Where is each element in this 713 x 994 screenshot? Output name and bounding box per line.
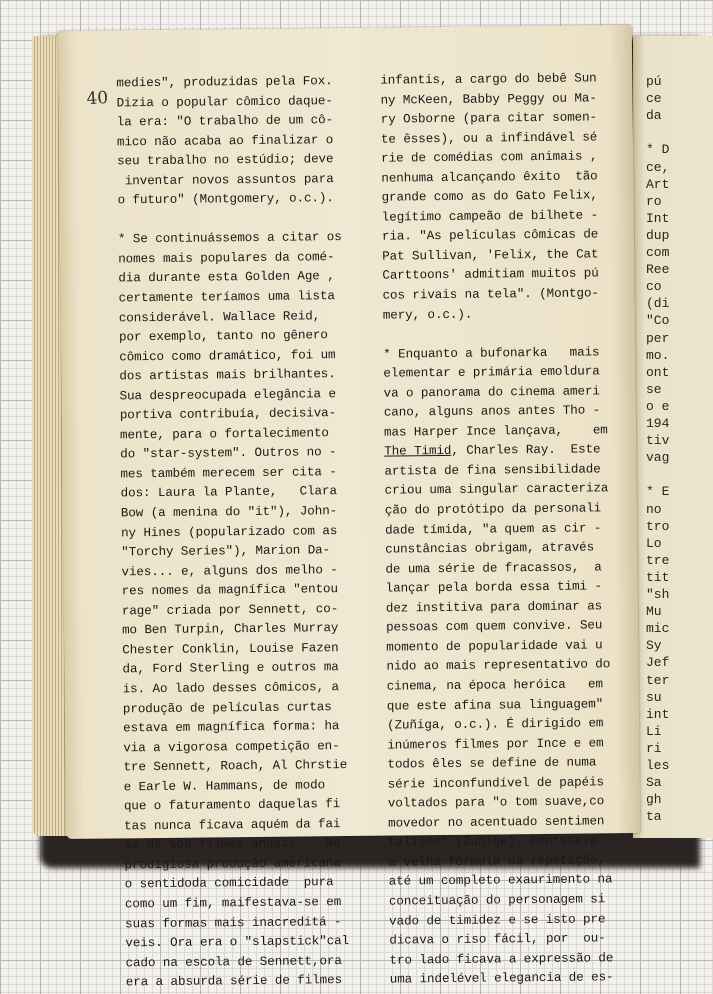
right-page-fragment: per	[646, 330, 670, 346]
text-line: pessoas com quem convive. Seu	[385, 618, 603, 635]
text-line	[383, 323, 607, 345]
right-page-fragment: Ree	[646, 262, 670, 278]
right-page-fragment: tro	[646, 518, 670, 534]
text-line: tro lado ficava a expressão de	[389, 950, 614, 968]
text-line: res nomes da magnífica "entou	[121, 582, 339, 599]
text-line: talismo" (Zuñiga). Empregava	[388, 833, 598, 850]
text-line: Chester Conklin, Louise Fazen	[122, 640, 339, 658]
text-line: * Se continuássemos a citar os	[117, 230, 342, 247]
right-page-fragment: * D	[646, 142, 670, 158]
text-line: infantis, a cargo do bebê Sun	[380, 71, 597, 88]
text-line: mes também merecem ser cita -	[120, 465, 337, 482]
text-line: Pat Sullivan, 'Felix, the Cat	[382, 247, 599, 264]
text-line: nido ao mais representativo do	[386, 657, 611, 675]
text-line: mico não acaba ao finalizar o	[116, 132, 334, 150]
text-line: dicava o riso fácil, por ou-	[389, 931, 606, 948]
right-page-fragment: pú	[646, 74, 662, 89]
right-page-fragment: se	[646, 381, 662, 397]
text-line: nenhuma alcançando êxito tão	[381, 169, 598, 186]
text-line: a velha fórmula da repetição,	[388, 853, 605, 870]
text-line: portiva contribuía, decisiva-	[119, 406, 337, 423]
text-line: que este afina sua linguagem"	[386, 696, 604, 714]
text-line: certamente teríamos uma lista	[118, 289, 335, 306]
text-line: inventar novos assuntos para	[117, 171, 334, 189]
text-line: todos êles se define de numa	[387, 755, 597, 772]
text-line: via a vigorosa competição en-	[123, 738, 340, 755]
right-page-fragment: Lo	[646, 535, 662, 551]
text-line: The Timid, Charles Ray. Este	[384, 442, 601, 460]
text-line: Bow (a menina do "it"), John-	[120, 504, 338, 521]
left-column	[116, 72, 349, 993]
text-line: por exemplo, tanto no gênero	[118, 328, 328, 345]
text-line: lançar pela borda essa timi -	[385, 579, 602, 596]
right-page-fragment: gh	[646, 792, 662, 808]
right-page-fragment: ri	[646, 740, 662, 756]
right-page-fragment: les	[646, 758, 670, 773]
text-line: momento de popularidade vai u	[386, 638, 603, 655]
text-line: ção do protótipo da personali	[384, 501, 602, 518]
text-line: como um fim, maifestava-se em	[124, 895, 342, 912]
text-line: (Zuñiga, o.c.). É dirigido em	[387, 716, 604, 733]
right-page-fragment: "Co	[646, 313, 670, 329]
text-line: va o panorama do cinema ameri	[383, 384, 600, 401]
text-line: cunstâncias obrigam, através	[385, 540, 595, 557]
right-page-fragment: mic	[646, 621, 670, 637]
text-line: o sentidoda comicidade pura	[124, 875, 334, 892]
text-line: is. Ao lado desses cômicos, a	[122, 680, 340, 697]
text-line: dez institiva para dominar as	[385, 599, 603, 616]
text-line: dos artistas mais brilhantes.	[119, 367, 336, 384]
right-page-fragment: Int	[646, 210, 670, 226]
text-line: Dizia o popular cômico daque-	[116, 93, 333, 110]
right-page-fragment: o e	[646, 398, 670, 414]
text-line: considerável. Wallace Reid,	[118, 308, 321, 325]
right-page	[633, 36, 713, 859]
text-line: suas formas mais inacreditá -	[125, 914, 342, 931]
text-line: mery, o.c.).	[382, 307, 473, 323]
text-line: tas nunca ficava aquém da fai	[124, 816, 341, 834]
text-line: tre Sennett, Roach, Al Chrstie	[123, 758, 348, 775]
text-line: veis. Ora era o "slapstick"cal	[125, 934, 350, 951]
text-line: legítimo campeão de bilhete -	[381, 208, 599, 225]
text-line: * Enquanto a bufonarka mais	[383, 345, 600, 362]
right-page-fragment: tit	[646, 569, 670, 585]
text-line: cos rivais na tela". (Montgo-	[382, 286, 599, 303]
text-line: ry Osborne (para citar somen-	[380, 110, 598, 127]
text-line: e Earle W. Hammans, de modo	[123, 777, 326, 795]
text-line: te êsses), ou a infindável sé	[380, 130, 598, 147]
right-page-fragment: ter	[646, 672, 670, 688]
text-line: do "star-system". Outros no -	[120, 445, 337, 462]
text-line: seu trabalho no estúdio; deve	[117, 152, 334, 169]
right-page-fragment: mo.	[646, 347, 670, 363]
right-page-fragment: Li	[646, 723, 662, 739]
right-page-fragment: co	[646, 279, 662, 295]
text-line: movedor no acentuado sentimen	[388, 814, 605, 831]
document-page	[58, 25, 640, 990]
text-line: rie de comédias com animais ,	[381, 149, 598, 166]
text-line: medies", produzidas pela Fox.	[116, 74, 333, 91]
right-page-fragment: su	[646, 689, 662, 705]
text-line: ny McKeen, Babby Peggy ou Ma-	[380, 90, 597, 108]
right-page-fragment: ro	[646, 193, 662, 209]
right-page-fragment: int	[646, 706, 670, 722]
text-line: nomes mais populares da comé-	[118, 250, 335, 267]
text-line: elementar e primária emoldura	[383, 364, 600, 381]
text-line: Sua despreocupada elegância e	[119, 386, 336, 404]
right-page-fragment: (di	[646, 296, 670, 312]
text-line: "Torchy Series"), Marion Da-	[121, 543, 331, 560]
text-line: Carttoons' admitiam muitos pú	[382, 266, 599, 284]
text-line: estava em magnífica forma: ha	[123, 719, 340, 736]
text-line: cômico como dramático, foi um	[119, 347, 336, 365]
right-page-fragment: ce	[646, 91, 662, 107]
text-line: voltados para "o tom suave,co	[387, 794, 605, 811]
right-page-fragment: da	[646, 108, 662, 124]
text-line: era a absurda série de filmes	[125, 973, 343, 990]
right-page-fragment: Sa	[646, 775, 662, 791]
right-page-fragment: ont	[646, 364, 670, 380]
text-line: dade tímida, "a quem as cir -	[384, 520, 602, 538]
text-line: até um completo exaurimento na	[388, 872, 613, 890]
text-line: vies... e, alguns dos melho -	[121, 562, 338, 580]
page-number: 40	[85, 87, 109, 110]
text-line: artista de fina sensibilidade	[384, 462, 601, 479]
right-column	[380, 69, 613, 990]
right-page-fragment: * E	[646, 484, 670, 500]
text-line: de uma série de fracassos, a	[385, 560, 602, 577]
right-page-fragment: tiv	[646, 433, 670, 449]
text-line: dos: Laura la Plante, Clara	[120, 484, 337, 501]
right-page-fragment: 194	[646, 416, 670, 431]
text-line: inúmeros filmes por Ince e em	[387, 735, 604, 753]
text-line: ny Hines (popularizado com as	[120, 523, 338, 540]
text-line	[118, 209, 342, 231]
right-page-fragment: ta	[646, 809, 662, 825]
text-line: conceituação do personagem si	[388, 892, 606, 909]
text-line: la era: "O trabalho de um cô-	[116, 113, 334, 130]
text-line: série inconfundível de papéis	[387, 775, 605, 792]
text-line: cinema, na época heróica em	[386, 677, 604, 694]
right-page-fragment: ce,	[646, 159, 670, 175]
right-page-fragment: Art	[646, 176, 670, 192]
text-line: criou uma singular caracteriza	[384, 481, 609, 499]
text-line: mente, para o fortalecimento	[119, 426, 329, 443]
right-page-fragment: dup	[646, 227, 670, 243]
text-line: cano, alguns anos antes Tho -	[383, 403, 601, 420]
right-page-fragment: "sh	[646, 587, 670, 602]
right-page-fragment: com	[646, 245, 670, 260]
text-line: xa de 500 filmes anuais. Na	[124, 836, 341, 853]
text-line: uma indelével elegancia de es-	[389, 970, 614, 987]
text-line: mo Ben Turpin, Charles Murray	[121, 621, 339, 638]
text-line: rage" criada por Sennett, co-	[121, 601, 339, 619]
text-line: cado na escola de Sennett,ora	[125, 953, 342, 970]
text-line: grande como as do Gato Felix,	[381, 188, 598, 205]
text-line: prodigiosa produção americana	[124, 855, 341, 873]
text-line: ria. "As películas cômicas de	[381, 227, 599, 245]
right-page-fragment: Sy	[646, 638, 662, 654]
text-line: mas Harper Ince lançava, em	[383, 423, 608, 440]
text-line: da, Ford Sterling e outros ma	[122, 660, 339, 677]
right-page-fragment: tre	[646, 552, 670, 568]
text-line: que o faturamento daquelas fi	[123, 797, 341, 814]
text-line: o futuro" (Montgomery, o.c.).	[117, 191, 334, 208]
text-line: produção de películas curtas	[122, 699, 332, 716]
right-page-fragment: no	[646, 501, 662, 517]
right-page-fragment: Mu	[646, 604, 662, 620]
right-page-fragment: * E	[646, 843, 670, 859]
film-title: The Timid	[384, 444, 452, 460]
right-page-fragment: vag	[646, 450, 670, 466]
right-page-fragment: Jef	[646, 655, 670, 671]
text-line: dia durante esta Golden Age ,	[118, 269, 335, 286]
text-line: vado de timidez e se isto pre	[389, 911, 606, 929]
